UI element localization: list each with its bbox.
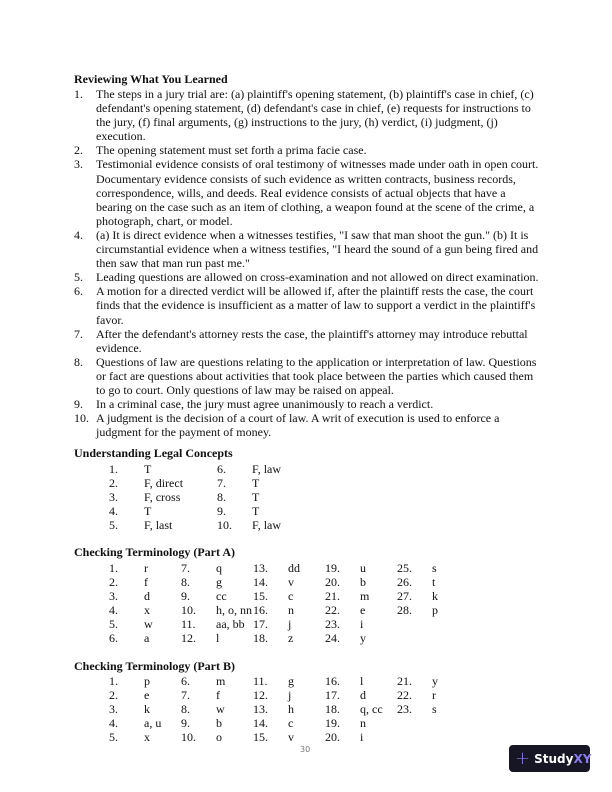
answer-row [109, 631, 469, 645]
answer-value: i [360, 730, 364, 745]
answer-value: F, law [252, 518, 282, 533]
answer-row [109, 504, 325, 518]
answer-value: s [432, 702, 437, 717]
answer-number: 22. [397, 688, 412, 703]
answer-number: 9. [217, 504, 226, 519]
review-item-text: A judgment is the decision of a court of law. A writ of execution is used to enforce a judgment for the payment of money. [96, 411, 500, 440]
answer-number: 6. [109, 631, 118, 646]
answer-number: 18. [325, 702, 340, 717]
page-number: 30 [300, 745, 311, 754]
brand-main: Study [534, 751, 574, 766]
review-item [74, 157, 544, 227]
answer-value: c [288, 716, 294, 731]
answer-value: k [432, 589, 438, 604]
answer-value: b [216, 716, 222, 731]
review-item-text: Testimonial evidence consists of oral testimony of witnesses made under oath in open court. Documentary evidence consists of such evidence as written contracts, business records, correspondence, wills, and deeds. Real evidence consists of actual objects that have a bearing on the case such as an item of clothing, a weapon found at the scene of the crime, a photograph, chart, or model. [96, 157, 539, 228]
brand-logo [534, 752, 591, 766]
review-item [74, 143, 544, 157]
answer-value: h, o, nn [216, 603, 252, 618]
answer-number: 26. [397, 575, 412, 590]
answer-value: w [144, 617, 153, 632]
review-item-text: Leading questions are allowed on cross-examination and not allowed on direct examination. [96, 270, 539, 285]
answer-number: 19. [325, 561, 340, 575]
answer-value: j [288, 688, 292, 703]
answer-row [109, 518, 325, 532]
answer-value: d [360, 688, 366, 703]
answer-number: 6. [217, 462, 226, 476]
answer-number: 4. [109, 716, 118, 731]
answer-value: g [288, 674, 294, 688]
answer-value: q [216, 561, 222, 575]
review-item-number: 8. [74, 354, 83, 369]
review-item-number: 7. [74, 326, 83, 341]
answer-value: T [252, 476, 260, 491]
answer-value: p [432, 603, 438, 618]
review-item [74, 411, 544, 439]
answer-number: 9. [181, 589, 190, 604]
answer-value: y [360, 631, 366, 646]
answer-value: t [432, 575, 436, 590]
answer-number: 11. [181, 617, 196, 632]
answer-value: w [216, 702, 225, 717]
answer-value: s [432, 561, 437, 575]
answer-value: c [288, 589, 294, 604]
answer-row [109, 716, 469, 730]
answer-value: q, cc [360, 702, 383, 717]
review-item-number: 2. [74, 143, 83, 158]
answer-value: n [288, 603, 294, 618]
review-item-number: 4. [74, 227, 83, 242]
answer-number: 14. [253, 575, 268, 590]
answer-number: 8. [181, 702, 190, 717]
review-item [74, 284, 544, 326]
answer-number: 10. [217, 518, 232, 533]
answer-value: l [216, 631, 220, 646]
review-item [74, 87, 544, 143]
answer-row [109, 589, 469, 603]
answer-number: 15. [253, 730, 268, 745]
studyxy-badge[interactable] [509, 745, 590, 772]
answer-value: x [144, 730, 150, 745]
review-item-number: 6. [74, 284, 83, 299]
review-item-text: The opening statement must set forth a prima facie case. [96, 143, 367, 158]
answer-row [109, 561, 469, 575]
answer-number: 21. [325, 589, 340, 604]
answer-value: F, last [144, 518, 173, 533]
reviewing-heading: Reviewing What You Learned [74, 72, 228, 86]
answer-number: 16. [253, 603, 268, 618]
review-item [74, 327, 544, 355]
answer-value: b [360, 575, 366, 590]
review-list [74, 87, 544, 439]
answer-value: y [432, 674, 438, 688]
answer-number: 21. [397, 674, 412, 688]
answer-number: 5. [109, 518, 118, 533]
answer-value: v [288, 730, 294, 745]
answer-number: 6. [181, 674, 190, 688]
answer-row [109, 730, 469, 744]
answer-value: g [216, 575, 222, 590]
terminology-a-answers [109, 561, 469, 646]
answer-number: 20. [325, 575, 340, 590]
answer-number: 9. [181, 716, 190, 731]
answer-number: 2. [109, 476, 118, 491]
answer-value: r [432, 688, 436, 703]
answer-value: i [360, 617, 364, 632]
answer-number: 22. [325, 603, 340, 618]
answer-value: r [144, 561, 148, 575]
answer-value: z [288, 631, 294, 646]
answer-value: j [288, 617, 292, 632]
legal-concepts-heading: Understanding Legal Concepts [74, 446, 233, 460]
answer-value: aa, bb [216, 617, 245, 632]
answer-number: 2. [109, 575, 118, 590]
answer-number: 3. [109, 702, 118, 717]
review-item-number: 1. [74, 87, 83, 101]
review-item-number: 10. [74, 411, 89, 426]
review-item-text: In a criminal case, the jury must agree unanimously to reach a verdict. [96, 397, 434, 412]
answer-number: 1. [109, 674, 118, 688]
review-item-text: The steps in a jury trial are: (a) plaintiff's opening statement, (b) plaintiff's case in chief, (c) defendant's opening statement, (d) defendant's case in chief, (e) requests for instructions to the jury, (f) final arguments, (g) instructions to the jury, (h) verdict, (i) judgment, (j) execution. [96, 87, 534, 144]
review-item [74, 228, 544, 270]
answer-number: 25. [397, 561, 412, 575]
answer-number: 11. [253, 674, 268, 688]
answer-number: 5. [109, 617, 118, 632]
answer-number: 24. [325, 631, 340, 646]
answer-value: h [288, 702, 294, 717]
answer-number: 12. [253, 688, 268, 703]
answer-number: 3. [109, 490, 118, 505]
answer-number: 19. [325, 716, 340, 731]
answer-value: l [360, 674, 364, 688]
answer-number: 7. [217, 476, 226, 491]
answer-number: 15. [253, 589, 268, 604]
terminology-b-heading: Checking Terminology (Part B) [74, 659, 235, 673]
review-item [74, 397, 544, 411]
answer-value: a, u [144, 716, 162, 731]
answer-number: 28. [397, 603, 412, 618]
answer-row [109, 688, 469, 702]
answer-number: 10. [181, 603, 196, 618]
review-item-number: 5. [74, 270, 83, 285]
answer-value: e [144, 688, 150, 703]
answer-number: 17. [253, 617, 268, 632]
answer-number: 1. [109, 462, 118, 476]
answer-number: 23. [325, 617, 340, 632]
answer-value: T [252, 490, 260, 505]
answer-number: 18. [253, 631, 268, 646]
answer-number: 13. [253, 561, 268, 575]
review-item-number: 3. [74, 157, 83, 172]
answer-value: T [144, 504, 152, 519]
answer-number: 4. [109, 603, 118, 618]
answer-value: T [252, 504, 260, 519]
review-item-text: A motion for a directed verdict will be allowed if, after the plaintiff rests the case, the court finds that the evidence is insufficient as a matter of law to support a verdict in the plaintiff's favor. [96, 284, 536, 327]
answer-number: 17. [325, 688, 340, 703]
answer-number: 12. [181, 631, 196, 646]
answer-number: 10. [181, 730, 196, 745]
answer-number: 13. [253, 702, 268, 717]
answer-number: 3. [109, 589, 118, 604]
answer-value: m [216, 674, 226, 688]
answer-row [109, 603, 469, 617]
answer-number: 27. [397, 589, 412, 604]
answer-number: 8. [181, 575, 190, 590]
answer-number: 23. [397, 702, 412, 717]
review-item [74, 355, 544, 397]
answer-value: o [216, 730, 222, 745]
answer-value: p [144, 674, 150, 688]
answer-value: f [144, 575, 148, 590]
answer-value: e [360, 603, 366, 618]
review-item-text: (a) It is direct evidence when a witnesses testifies, "I saw that man shoot the gun." (b) It is circumstantial evidence when a witness testifies, "I heard the sound of a gun being fired and then saw that man run past me." [96, 227, 539, 271]
brand-accent: XY [573, 751, 592, 766]
answer-row [109, 490, 325, 504]
answer-value: v [288, 575, 294, 590]
answer-value: F, direct [144, 476, 184, 491]
answer-number: 1. [109, 561, 118, 575]
terminology-a-heading: Checking Terminology (Part A) [74, 545, 235, 559]
review-item-text: Questions of law are questions relating to the application or interpretation of law. Questions or fact are questions about activities that took place between the parties which caused them to go to court. Only questions of law may be raised on appeal. [96, 354, 537, 397]
answer-value: k [144, 702, 150, 717]
answer-value: x [144, 603, 150, 618]
review-item-number: 9. [74, 397, 83, 412]
answer-value: F, cross [144, 490, 181, 505]
review-item [74, 270, 544, 284]
answer-value: d [144, 589, 150, 604]
answer-number: 2. [109, 688, 118, 703]
answer-value: m [360, 589, 370, 604]
answer-row [109, 462, 325, 476]
answer-row [109, 575, 469, 589]
terminology-b-answers [109, 674, 469, 744]
answer-number: 8. [217, 490, 226, 505]
answer-number: 5. [109, 730, 118, 745]
answer-value: f [216, 688, 220, 703]
answer-value: u [360, 561, 366, 575]
answer-number: 14. [253, 716, 268, 731]
answer-number: 4. [109, 504, 118, 519]
answer-number: 7. [181, 561, 190, 575]
answer-value: a [144, 631, 150, 646]
answer-row [109, 617, 469, 631]
answer-value: F, law [252, 462, 282, 476]
answer-row [109, 674, 469, 688]
answer-number: 20. [325, 730, 340, 745]
answer-value: cc [216, 589, 227, 604]
answer-row [109, 476, 325, 490]
review-item-text: After the defendant's attorney rests the case, the plaintiff's attorney may introduce rebuttal evidence. [96, 326, 528, 355]
answer-number: 7. [181, 688, 190, 703]
answer-value: dd [288, 561, 300, 575]
legal-concepts-answers [109, 462, 325, 532]
answer-number: 16. [325, 674, 340, 688]
answer-value: T [144, 462, 152, 476]
answer-row [109, 702, 469, 716]
plus-icon: + [515, 747, 531, 769]
answer-value: n [360, 716, 366, 731]
